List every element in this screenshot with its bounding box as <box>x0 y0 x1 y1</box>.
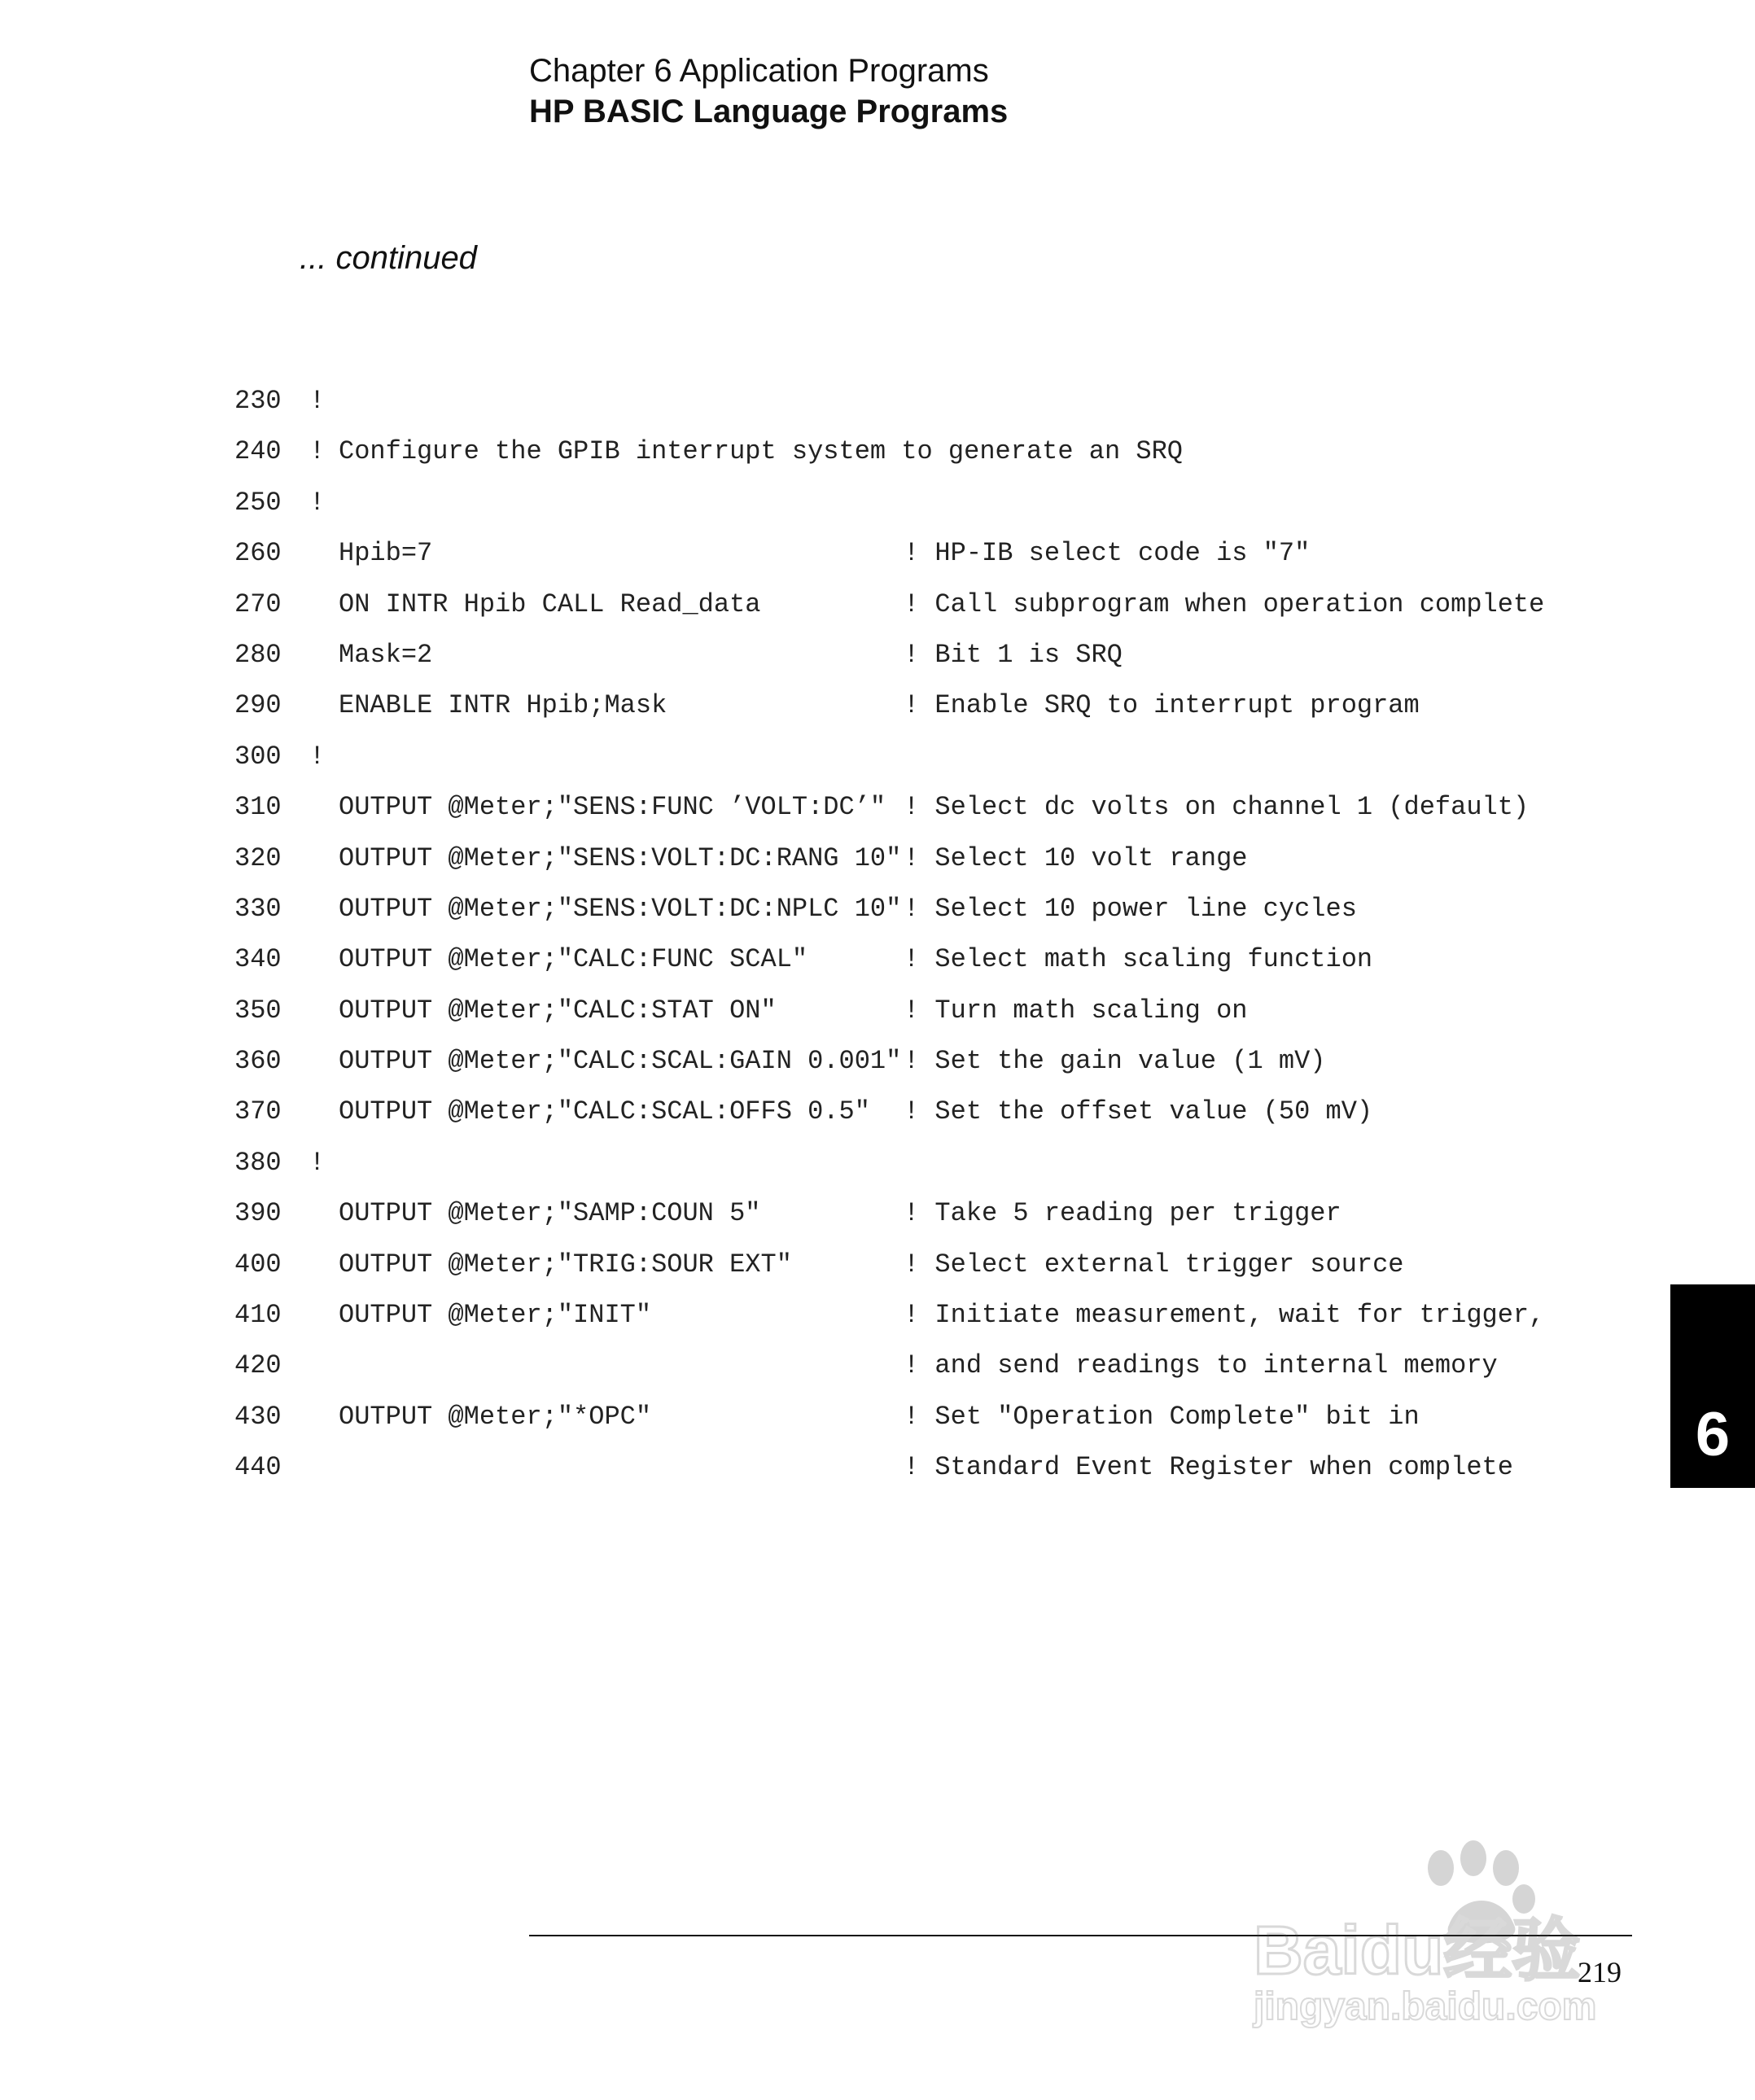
code-statement: Configure the GPIB interrupt system to generate an SRQ <box>339 436 1183 467</box>
running-header <box>529 50 1008 132</box>
code-statement: OUTPUT @Meter;"INIT" <box>339 1300 652 1331</box>
comment-marker: ! <box>309 1147 326 1178</box>
code-comment: ! Take 5 reading per trigger <box>904 1198 1341 1229</box>
comment-marker: ! <box>309 436 326 467</box>
code-statement: ENABLE INTR Hpib;Mask <box>339 690 667 721</box>
line-number: 340 <box>234 944 282 975</box>
line-number: 310 <box>234 792 282 823</box>
line-number: 370 <box>234 1096 282 1127</box>
line-number: 400 <box>234 1249 282 1280</box>
code-comment: ! Set the offset value (50 mV) <box>904 1096 1373 1127</box>
line-number: 350 <box>234 995 282 1026</box>
code-statement: OUTPUT @Meter;"CALC:SCAL:OFFS 0.5" <box>339 1096 870 1127</box>
code-comment: ! Select dc volts on channel 1 (default) <box>904 792 1530 823</box>
code-comment: ! Select math scaling function <box>904 944 1373 975</box>
line-number: 410 <box>234 1300 282 1331</box>
section-title: HP BASIC Language Programs <box>529 94 1009 129</box>
line-number: 270 <box>234 588 282 619</box>
code-comment: ! and send readings to internal memory <box>904 1350 1498 1381</box>
code-statement: Mask=2 <box>339 639 433 670</box>
code-comment: ! Set "Operation Complete" bit in <box>904 1401 1420 1432</box>
svg-text:Baidu经验: Baidu经验 <box>1254 1912 1581 1988</box>
code-statement: OUTPUT @Meter;"SENS:VOLT:DC:RANG 10" <box>339 842 902 873</box>
code-comment: ! Select 10 volt range <box>904 842 1248 873</box>
comment-marker: ! <box>309 386 326 416</box>
continued-label: ... continued <box>300 240 477 276</box>
line-number: 250 <box>234 487 282 518</box>
line-number: 230 <box>234 386 282 416</box>
page-number: 219 <box>1578 1956 1622 1988</box>
line-number: 360 <box>234 1046 282 1077</box>
code-statement: OUTPUT @Meter;"CALC:STAT ON" <box>339 995 777 1026</box>
code-comment: ! Turn math scaling on <box>904 995 1248 1026</box>
code-statement: OUTPUT @Meter;"TRIG:SOUR EXT" <box>339 1249 792 1280</box>
line-number: 390 <box>234 1198 282 1229</box>
chapter-title: Chapter 6 Application Programs <box>529 53 989 89</box>
code-statement: OUTPUT @Meter;"CALC:FUNC SCAL" <box>339 944 808 975</box>
code-comment: ! Bit 1 is SRQ <box>904 639 1123 670</box>
line-number: 380 <box>234 1147 282 1178</box>
code-comment: ! Select external trigger source <box>904 1249 1404 1280</box>
line-number: 290 <box>234 690 282 721</box>
code-statement: OUTPUT @Meter;"SAMP:COUN 5" <box>339 1198 761 1229</box>
line-number: 330 <box>234 893 282 924</box>
line-number: 420 <box>234 1350 282 1381</box>
comment-marker: ! <box>309 741 326 772</box>
code-comment: ! Standard Event Register when complete <box>904 1452 1513 1483</box>
chapter-thumb-tab-number: 6 <box>1695 1400 1731 1469</box>
comment-marker: ! <box>309 487 326 518</box>
code-statement: OUTPUT @Meter;"SENS:VOLT:DC:NPLC 10" <box>339 893 902 924</box>
line-number: 300 <box>234 741 282 772</box>
code-statement: ON INTR Hpib CALL Read_data <box>339 588 761 619</box>
code-comment: ! Select 10 power line cycles <box>904 893 1357 924</box>
code-statement: OUTPUT @Meter;"SENS:FUNC ’VOLT:DC’" <box>339 792 886 823</box>
line-number: 440 <box>234 1452 282 1483</box>
code-comment: ! Set the gain value (1 mV) <box>904 1046 1326 1077</box>
baidu-watermark-logo <box>1237 1835 1661 2031</box>
code-comment: ! Initiate measurement, wait for trigger, <box>904 1300 1545 1331</box>
line-number: 260 <box>234 538 282 569</box>
line-number: 280 <box>234 639 282 670</box>
chapter-thumb-tab <box>1670 1284 1755 1488</box>
code-statement: OUTPUT @Meter;"*OPC" <box>339 1401 652 1432</box>
svg-text:jingyan.baidu.com: jingyan.baidu.com <box>1254 1985 1597 2028</box>
line-number: 430 <box>234 1401 282 1432</box>
code-statement: Hpib=7 <box>339 538 433 569</box>
code-comment: ! Enable SRQ to interrupt program <box>904 690 1420 721</box>
code-comment: ! HP-IB select code is "7" <box>904 538 1311 569</box>
line-number: 320 <box>234 842 282 873</box>
line-number: 240 <box>234 436 282 467</box>
code-comment: ! Call subprogram when operation complete <box>904 588 1545 619</box>
code-statement: OUTPUT @Meter;"CALC:SCAL:GAIN 0.001" <box>339 1046 902 1077</box>
